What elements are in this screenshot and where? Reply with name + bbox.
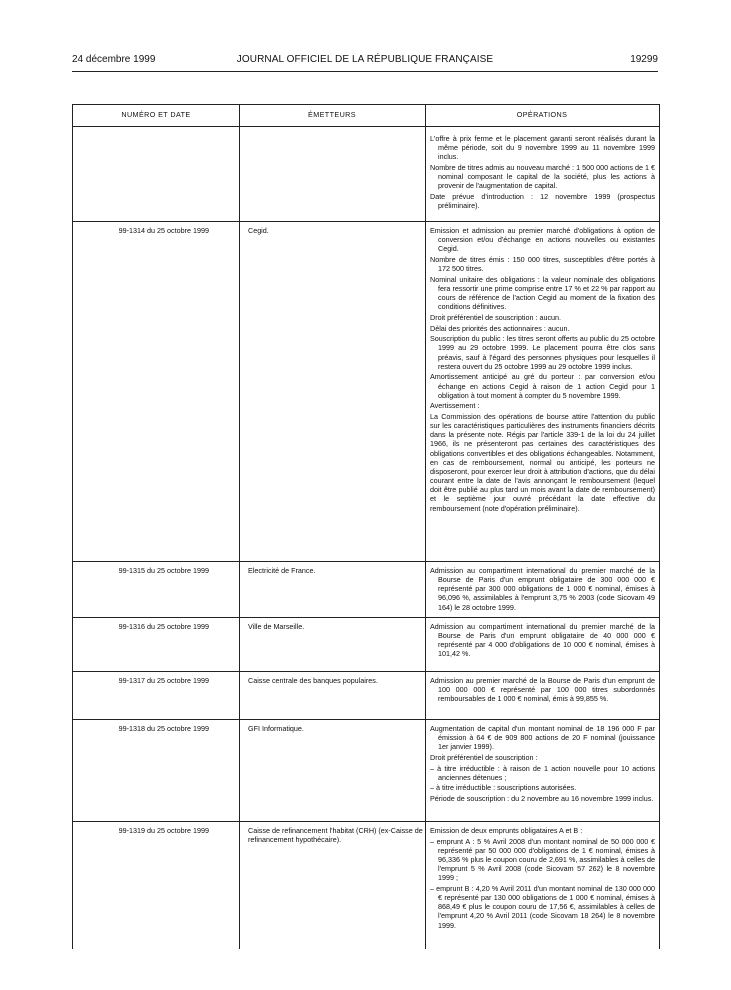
operation-paragraph: Emission et admission au premier marché d'obligations à option de conversion et/ou d'échange en actions nouvelles ou existantes Cegid.: [430, 226, 655, 254]
operation-paragraph: Nombre de titres émis : 150 000 titres, susceptibles d'être portés à 172 500 titres.: [430, 254, 655, 274]
row-number-date: 99-1317 du 25 octobre 1999: [118, 676, 209, 685]
operation-paragraph: Souscription du public : les titres seront offerts au public du 25 octobre 1999 au 29 octobre 1999. Le placement pourra être clos sans préavis, sauf à l'égard des personnes physiques pour lesquelles il restera ouvert du 25 octobre 1999 au 29 octobre 1999 inclus.: [430, 334, 655, 371]
column-header-number: NUMÉRO ET DATE: [121, 110, 191, 119]
operation-paragraph: Droit préférentiel de souscription : aucun.: [430, 312, 562, 322]
operation-paragraph: Admission au compartiment international du premier marché de la Bourse de Paris d'un emprunt obligataire de 300 000 000 € représenté par 300 000 obligations de 1 000 € nominal, émises à 96,096 %, assimilables à l'emprunt 3,75 % 2003 (code Sicovam 49 164) le 28 octobre 1999.: [430, 566, 655, 612]
row-divider: [73, 719, 659, 720]
row-operations: [430, 134, 655, 212]
row-divider: [73, 617, 659, 618]
row-divider: [73, 821, 659, 822]
operations-table: [72, 104, 660, 949]
column-divider: [239, 104, 240, 949]
row-operations: [430, 566, 655, 613]
column-header-issuers: ÉMETTEURS: [308, 110, 356, 119]
row-issuer: GFI Informatique.: [248, 724, 304, 733]
operation-paragraph: Admission au compartiment international du premier marché de la Bourse de Paris d'un emprunt obligataire de 40 000 000 € représenté par 4 000 d'obligations de 10 000 € nominal, émises à 101,42 %.: [430, 622, 655, 659]
row-number-date: 99-1318 du 25 octobre 1999: [118, 724, 209, 733]
row-number-date: 99-1319 du 25 octobre 1999: [118, 826, 209, 835]
operation-paragraph: Augmentation de capital d'un montant nominal de 18 196 000 F par émission à 64 € de 909 800 actions de 20 F nominal (jouissance 1er janvier 1999).: [430, 724, 655, 752]
row-number-date: 99-1316 du 25 octobre 1999: [118, 622, 209, 631]
page-number: 19299: [630, 54, 658, 65]
row-operations: [430, 724, 655, 805]
row-issuer: Caisse de refinancement l'habitat (CRH) (ex-Caisse de refinancement hypothécaire).: [248, 826, 423, 845]
operation-paragraph: Emission de deux emprunts obligataires A et B :: [430, 826, 583, 835]
row-divider: [73, 561, 659, 562]
header-bottom-rule: [73, 126, 659, 127]
operation-paragraph: – emprunt A : 5 % Avril 2008 d'un montant nominal de 50 000 000 € représenté par 50 000 000 d'obligations de 1 € nominal, émises à 96,336 % plus le coupon couru de 2,691 %, assimilables à celles de l'emprunt 5 % Avril 2008 (code Sicovam 57 262) le 8 novembre 1999 ;: [430, 836, 655, 883]
operation-paragraph: Date prévue d'introduction : 12 novembre 1999 (prospectus préliminaire).: [430, 191, 655, 211]
operation-paragraph: La Commission des opérations de bourse attire l'attention du public sur les caractéristiques particulières des instruments financiers décrits dans la présente note. Régis par l'article 339-1 de la loi du 24 juillet 1966, ils ne présenteront pas certaines des caractéristiques des obligations convertibles et des obligations échangeables. Notamment, en cas de remboursement, normal ou anticipé, les porteurs ne disposeront, pour exercer leur droit à attribution d'actions, que du délai courant entre la date de l'avis annonçant le remboursement (lequel doit être publié au plus tard un mois avant la date de remboursement) et le septième jour ouvré précédant la date effective du remboursement (note d'opération préliminaire).: [430, 411, 655, 513]
row-issuer: Electricité de France.: [248, 566, 316, 575]
row-divider: [73, 221, 659, 222]
row-operations: [430, 622, 655, 660]
operation-paragraph: Période de souscription : du 2 novembre au 16 novembre 1999 inclus.: [430, 794, 654, 804]
running-header: [72, 54, 658, 68]
journal-title: JOURNAL OFFICIEL DE LA RÉPUBLIQUE FRANÇAISE: [236, 54, 494, 65]
operation-paragraph: – à titre irréductible : souscriptions autorisées.: [430, 783, 577, 793]
column-header-operations: OPÉRATIONS: [516, 110, 568, 119]
operation-paragraph: – emprunt B : 4,20 % Avril 2011 d'un montant nominal de 130 000 000 € représenté par 130 000 obligations de 1 000 € nominal, émises à 868,49 € plus le coupon couru de 17,56 €, assimilables à celles de l'emprunt 4,20 % Avril 2011 (code Sicovam 18 264) le 8 novembre 1999.: [430, 883, 655, 930]
operation-paragraph: Amortissement anticipé au gré du porteur : par conversion et/ou échange en actions Cegid à raison de 1 action Cegid pour 1 obligation à tout moment à compter du 5 novembre 1999.: [430, 372, 655, 400]
row-operations: [430, 676, 655, 705]
row-divider: [73, 671, 659, 672]
row-operations: [430, 826, 655, 931]
operation-paragraph: – à titre irréductible : à raison de 1 action nouvelle pour 10 actions anciennes détenues ;: [430, 763, 655, 782]
operation-paragraph: Droit préférentiel de souscription :: [430, 752, 538, 762]
row-issuer: Cegid.: [248, 226, 269, 235]
header-rule: [72, 71, 658, 72]
operation-paragraph: Nombre de titres admis au nouveau marché : 1 500 000 actions de 1 € nominal composant le capital de la société, plus les actions à provenir de l'augmentation de capital.: [430, 162, 655, 191]
row-number-date: 99-1314 du 25 octobre 1999: [118, 226, 209, 235]
operation-paragraph: Admission au premier marché de la Bourse de Paris d'un emprunt de 100 000 000 € représenté par 100 000 titres subordonnés remboursables de 1 000 € nominal, émis à 99,855 %.: [430, 676, 655, 704]
row-issuer: Ville de Marseille.: [248, 622, 305, 631]
row-operations: [430, 226, 655, 514]
operation-paragraph: Avertissement :: [430, 401, 480, 411]
issue-date: 24 décembre 1999: [72, 54, 156, 65]
operation-paragraph: Nominal unitaire des obligations : la valeur nominale des obligations fera ressortir une prime comprise entre 17 % et 22 % par rapport au cours de référence de l'action Cegid au moment de la fixation des conditions définitives.: [430, 274, 655, 312]
row-number-date: 99-1315 du 25 octobre 1999: [118, 566, 209, 575]
operation-paragraph: Délai des priorités des actionnaires : aucun.: [430, 323, 570, 333]
row-issuer: Caisse centrale des banques populaires.: [248, 676, 378, 685]
operation-paragraph: L'offre à prix ferme et le placement garanti seront réalisés durant la même période, soit du 9 novembre 1999 au 11 novembre 1999 inclus.: [430, 134, 655, 162]
